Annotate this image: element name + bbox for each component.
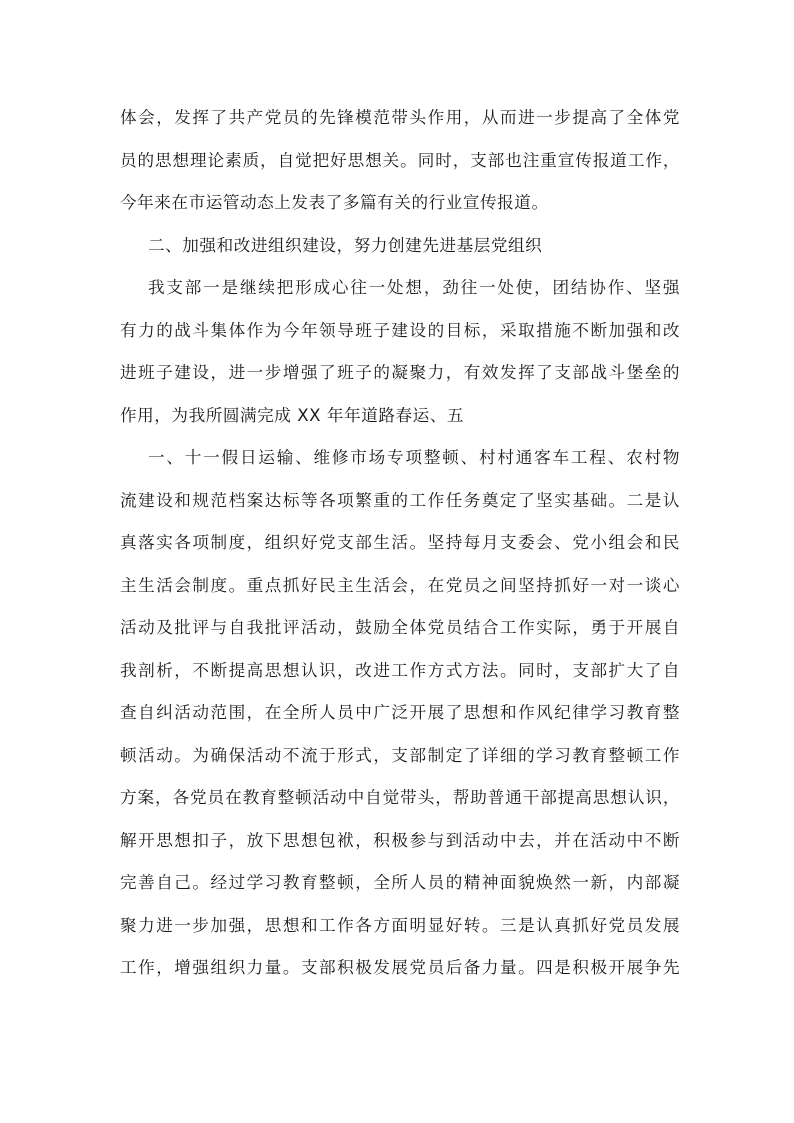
text-line: 方案，各党员在教育整顿活动中自觉带头，帮助普通干部提高思想认识，: [120, 788, 680, 807]
text-line: 员的思想理论素质，自觉把好思想关。同时，支部也注重宣传报道工作，: [120, 151, 680, 170]
text-line: 一、十一假日运输、维修市场专项整顿、村村通客车工程、农村物: [148, 448, 680, 467]
text-line: 主生活会制度。重点抓好民主生活会，在党员之间坚持抓好一对一谈心: [120, 576, 680, 595]
text-line: 完善自己。经过学习教育整顿，全所人员的精神面貌焕然一新，内部凝: [120, 873, 680, 892]
text-line: 聚力进一步加强，思想和工作各方面明显好转。三是认真抓好党员发展: [120, 916, 680, 935]
section-heading: 二、加强和改进组织建设，努力创建先进基层党组织: [148, 236, 543, 255]
text-line: 作用，为我所圆满完成 XX 年年道路春运、五: [120, 406, 465, 425]
text-line: 我支部一是继续把形成心往一处想，劲往一处使，团结协作、坚强: [148, 278, 680, 297]
text-line: 今年来在市运管动态上发表了多篇有关的行业宣传报道。: [120, 193, 549, 212]
text-line: 体会，发挥了共产党员的先锋模范带头作用，从而进一步提高了全体党: [120, 108, 680, 127]
text-line: 我剖析，不断提高思想认识，改进工作方式方法。同时，支部扩大了自: [120, 661, 680, 680]
text-line: 顿活动。为确保活动不流于形式，支部制定了详细的学习教育整顿工作: [120, 746, 680, 765]
text-line: 进班子建设，进一步增强了班子的凝聚力，有效发挥了支部战斗堡垒的: [120, 363, 680, 382]
text-line: 活动及批评与自我批评活动，鼓励全体党员结合工作实际，勇于开展自: [120, 618, 680, 637]
text-line: 真落实各项制度，组织好党支部生活。坚持每月支委会、党小组会和民: [120, 533, 680, 552]
text-line: 有力的战斗集体作为今年领导班子建设的目标，采取措施不断加强和改: [120, 321, 680, 340]
text-line: 工作，增强组织力量。支部积极发展党员后备力量。四是积极开展争先: [120, 958, 680, 977]
text-line: 解开思想扣子，放下思想包袱，积极参与到活动中去，并在活动中不断: [120, 831, 680, 850]
text-line: 流建设和规范档案达标等各项繁重的工作任务奠定了坚实基础。二是认: [120, 491, 680, 510]
text-line: 查自纠活动范围，在全所人员中广泛开展了思想和作风纪律学习教育整: [120, 703, 680, 722]
